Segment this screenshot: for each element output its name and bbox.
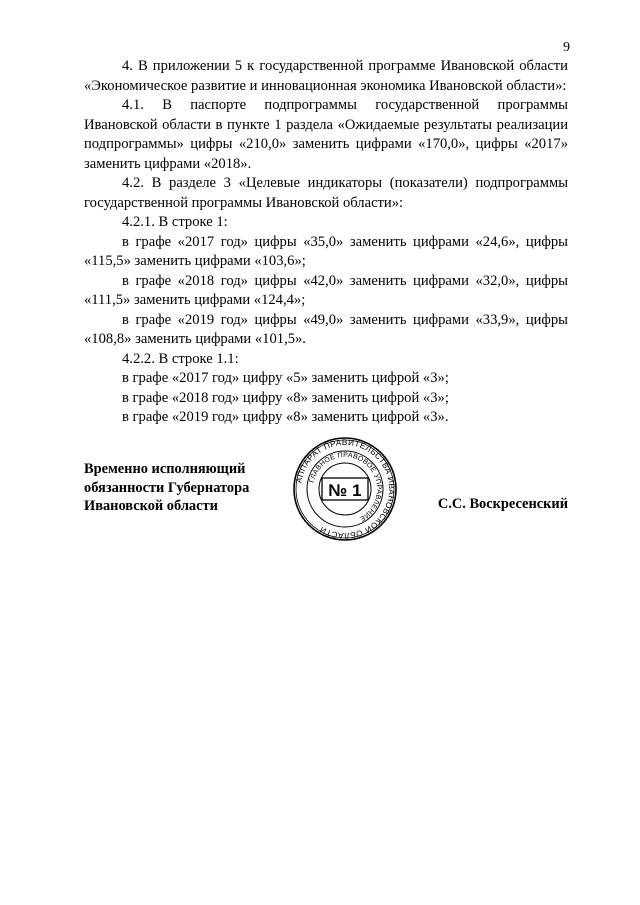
seal-inner-text: ГЛАВНОЕ ПРАВОВОЕ УПРАВЛЕНИЕ xyxy=(308,451,383,523)
signer-position-line: Временно исполняющий xyxy=(84,461,246,477)
seal-number: № 1 xyxy=(328,481,362,500)
paragraph-4-2-1: 4.2.1. В строке 1: xyxy=(122,214,228,230)
paragraph-4-1: 4.1. В паспорте подпрограммы государственной программы Ивановской области в пункте 1 раздела «Ожидаемые результаты реализации подпрограммы» цифры «210,0» заменить цифрами «170,0», цифры «2017» заменить цифрами «2018». xyxy=(84,97,568,172)
signer-position-line: обязанности Губернатора xyxy=(84,479,250,496)
paragraph-row1-2018: в графе «2018 год» цифры «42,0» заменить цифрами «32,0», цифры «111,5» заменить цифрами «124,4»; xyxy=(84,272,568,308)
paragraph-row1-2017: в графе «2017 год» цифры «35,0» заменить цифрами «24,6», цифры «115,5» заменить цифрами «103,6»; xyxy=(84,233,568,269)
official-seal xyxy=(292,436,398,542)
paragraph-4-2: 4.2. В разделе 3 «Целевые индикаторы (показатели) подпрограммы государственной программы Ивановской области»: xyxy=(84,175,568,211)
paragraph-row11-2017: в графе «2017 год» цифру «5» заменить цифрой «3»; xyxy=(122,370,449,386)
seal-outer-text: АППАРАТ ПРАВИТЕЛЬСТВА ИВАНОВСКОЙ ОБЛАСТИ xyxy=(294,437,397,541)
page-number: 9 xyxy=(563,40,570,55)
signature-block xyxy=(84,437,568,578)
signer-position-line: Ивановской области xyxy=(84,498,218,514)
paragraph-row11-2018: в графе «2018 год» цифру «8» заменить цифрой «3»; xyxy=(122,389,449,406)
signer-name: С.С. Воскресенский xyxy=(437,496,568,512)
paragraph-row11-2019: в графе «2019 год» цифру «8» заменить цифрой «3». xyxy=(122,409,449,425)
signer-position xyxy=(84,460,249,516)
paragraph-4: 4. В приложении 5 к государственной программе Ивановской области «Экономическое развитие и инновационная экономика Ивановской области»: xyxy=(84,58,568,94)
paragraph-row1-2019: в графе «2019 год» цифры «49,0» заменить цифрами «33,9», цифры «108,8» заменить цифрами «101,5». xyxy=(84,311,568,347)
document-body xyxy=(84,57,568,428)
paragraph-4-2-2: 4.2.2. В строке 1.1: xyxy=(122,350,239,367)
